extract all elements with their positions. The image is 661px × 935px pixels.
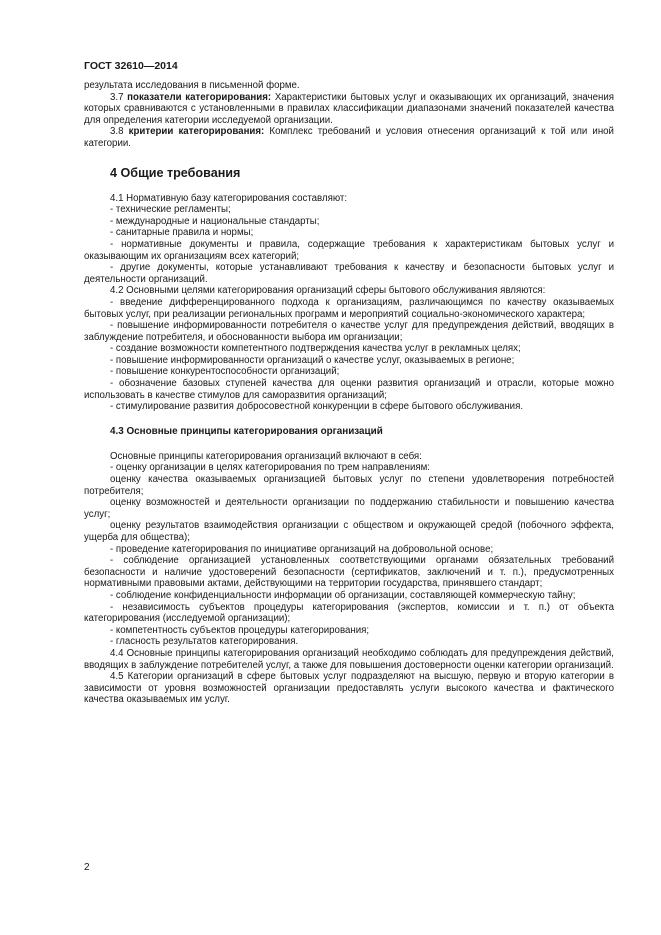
definition-text: Комплекс требований и условия отнесения организаций к той или иной категории. [84, 126, 614, 149]
definition-term: критерии категорирования: [128, 126, 265, 138]
list-item: - международные и национальные стандарты; [110, 215, 320, 227]
standard-designation: ГОСТ 32610—2014 [84, 60, 178, 72]
list-item: оценку результатов взаимодействия организации с обществом и окружающей средой (побочного эффекта, ущерба для общества); [84, 520, 614, 543]
subsection-heading: 4.3 Основные принципы категорирования организаций [110, 425, 383, 437]
list-item: - обозначение базовых ступеней качества для оценки развития организаций и отрасли, которые можно использовать в качестве стимулов для саморазвития организаций; [84, 378, 614, 401]
intro-paragraph: результата исследования в письменной форме. [84, 80, 300, 91]
list-item: - проведение категорирования по инициативе организаций на добровольной основе; [110, 543, 494, 555]
list-item: - стимулирование развития добросовестной конкуренции в сфере бытового обслуживания. [110, 401, 524, 413]
list-item: - другие документы, которые устанавливают требования к качеству и безопасности бытовых услуг и деятельности организаций. [84, 262, 614, 285]
definition-3-7 [84, 92, 614, 127]
list-item: - повышение информированности потребителя о качестве услуг для предупреждения действий, вводящих в заблуждение потребителя, и обоснованности выбора им организации; [84, 320, 614, 343]
list-item: - оценку организации в целях категорирования по трем направлениям: [110, 462, 430, 474]
list-item: оценку качества оказываемых организацией бытовых услуг по степени удовлетворения потребностей потребителя; [84, 474, 614, 497]
clause-4-1: 4.1 Нормативную базу категорирования составляют: [110, 192, 348, 204]
list-item: - компетентность субъектов процедуры категорирования; [110, 624, 370, 636]
list-item: - независимость субъектов процедуры категорирования (экспертов, комиссии и т. п.) от объекта категорирования (исследуемой организации); [84, 601, 614, 625]
list-item: - повышение конкурентоспособности организаций; [110, 366, 340, 378]
definition-number: 3.8 [110, 126, 124, 138]
list-item: - повышение информированности организаций о качестве услуг, оказываемых в регионе; [110, 354, 515, 366]
definition-text: Характеристики бытовых услуг и оказывающих их организаций, значения которых сравниваются с установленными в правилах классификации диапазонами значений показателей качества для определения категории исследуемой организации. [84, 91, 614, 126]
list-item: - санитарные правила и нормы; [110, 227, 254, 239]
clause-4-4: 4.4 Основные принципы категорирования организаций необходимо соблюдать для предупреждения действий, вводящих в заблуждение потребителей услуг, а также для повышения достоверности оценки категории организаций. [84, 647, 614, 671]
list-item: - технические регламенты; [110, 204, 231, 216]
document-body [84, 80, 614, 706]
page-number: 2 [84, 862, 90, 873]
list-item: - соблюдение организацией установленных соответствующими органами обязательных требований безопасности и наличие удостоверений безопасности (сертификатов, заключений и т. п.), предусмотренных нормативными правовыми актами, действующими на территории государства, принявшего стандарт; [84, 555, 614, 590]
clause-4-5: 4.5 Категории организаций в сфере бытовых услуг подразделяют на высшую, первую и вторую категории в зависимости от уровня возможностей организации предоставлять услуги высокого качества и фактического качества оказываемых им услуг. [84, 671, 614, 706]
section-heading: 4 Общие требования [110, 165, 241, 180]
definition-3-8 [84, 126, 614, 149]
definition-number: 3.7 [110, 91, 124, 103]
list-item: - введение дифференцированного подхода к организациям, различающимся по качеству оказываемых бытовых услуг, при реализации региональных программ и мероприятий социально-экономического характера; [84, 296, 614, 320]
clause-4-3-lead: Основные принципы категорирования организаций включают в себя: [110, 450, 422, 462]
list-item: оценку возможностей и деятельности организации по поддержанию стабильности и повышению качества услуг; [84, 497, 614, 520]
definition-term: показатели категорирования: [127, 91, 272, 103]
list-item: - соблюдение конфиденциальности информации об организации, составляющей коммерческую тайну; [110, 589, 576, 601]
list-item: - создание возможности компетентного подтверждения качества услуг в рекламных целях; [110, 343, 521, 355]
list-item: - нормативные документы и правила, содержащие требования к характеристикам бытовых услуг и оказывающим их организациям всех категорий; [84, 238, 614, 262]
clause-4-2: 4.2 Основными целями категорирования организаций сферы бытового обслуживания являются: [110, 285, 546, 297]
list-item: - гласность результатов категорирования. [110, 636, 299, 648]
